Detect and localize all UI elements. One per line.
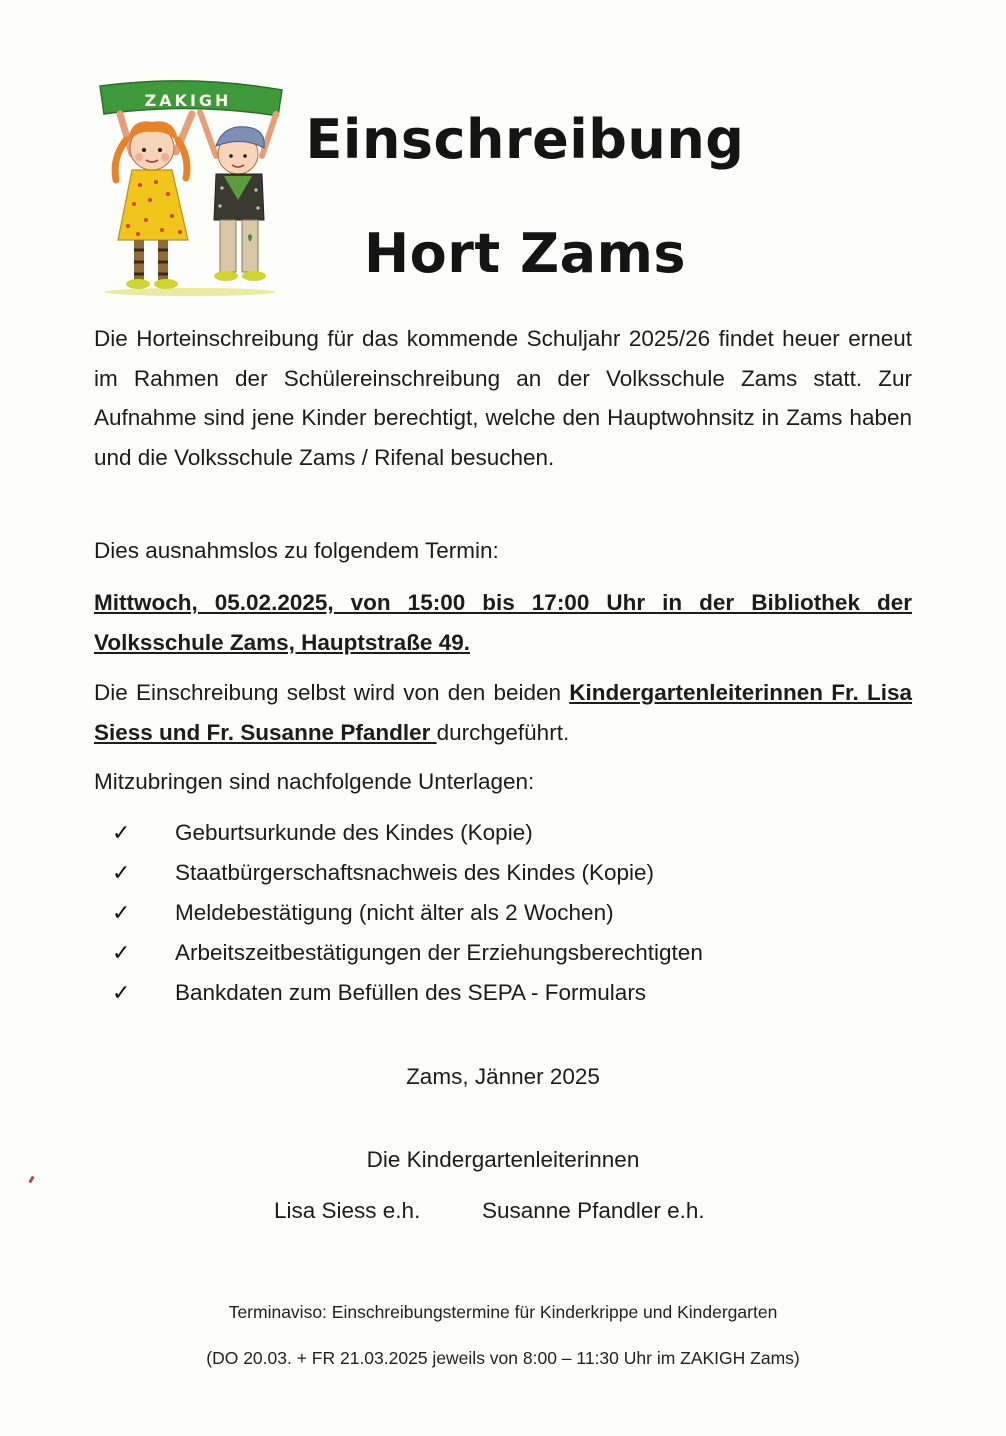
- termin-intro: Dies ausnahmslos zu folgendem Termin:: [94, 538, 499, 563]
- checkmark-icon: ✓: [112, 860, 131, 885]
- scan-speck: [28, 1176, 34, 1184]
- checklist-item: [112, 813, 703, 853]
- checklist-item-text: Bankdaten zum Befüllen des SEPA - Formulars: [175, 980, 647, 1005]
- checkmark-icon: ✓: [112, 900, 131, 925]
- boy-figure: [200, 112, 276, 281]
- girl-figure: [115, 114, 192, 289]
- footer-dates: (DO 20.03. + FR 21.03.2025 jeweils von 8:00 – 11:30 Uhr im ZAKIGH Zams): [206, 1348, 800, 1368]
- page-title: Einschreibung: [305, 108, 745, 171]
- signature-title: Die Kindergartenleiterinnen: [366, 1147, 640, 1172]
- checklist-item: [112, 893, 703, 933]
- termin-details: Mittwoch, 05.02.2025, von 15:00 bis 17:00 Uhr in der Bibliothek der Volksschule Zams, Hauptstraße 49.: [94, 590, 912, 655]
- conducted-highlight: Kindergartenleiterinnen Fr. Lisa Siess und Fr. Susanne Pfandler: [94, 680, 912, 745]
- page-subtitle: Hort Zams: [363, 222, 687, 285]
- conducted-suffix: durchgeführt.: [436, 719, 570, 745]
- checklist-item-text: Staatbürgerschaftsnachweis des Kindes (Kopie): [175, 860, 655, 885]
- conducted-paragraph: [94, 673, 912, 752]
- checklist-item: [112, 973, 703, 1013]
- checkmark-icon: ✓: [112, 940, 131, 965]
- intro-paragraph: Die Horteinschreibung für das kommende Schuljahr 2025/26 findet heuer erneut im Rahmen der Schülereinschreibung an der Volksschule Zams statt. Zur Aufnahme sind jene Kinder berechtigt, welche den Hauptwohnsitz in Zams haben und die Volksschule Zams / Rifenal besuchen.: [94, 326, 912, 470]
- checklist-item-text: Arbeitszeitbestätigungen der Erziehungsberechtigten: [175, 940, 703, 965]
- checklist-item-text: Meldebestätigung (nicht älter als 2 Wochen): [175, 900, 614, 925]
- zakigh-logo: [92, 70, 288, 302]
- conducted-prefix: Die Einschreibung selbst wird von den beiden: [94, 680, 570, 705]
- checkmark-icon: ✓: [112, 980, 131, 1005]
- logo-banner-text: ZAKIGH: [144, 91, 232, 110]
- footer-notice: Terminaviso: Einschreibungstermine für Kinderkrippe und Kindergarten: [228, 1302, 778, 1322]
- place-date: Zams, Jänner 2025: [406, 1064, 600, 1089]
- checklist-item: [112, 933, 703, 973]
- checklist-item-text: Geburtsurkunde des Kindes (Kopie): [175, 820, 533, 845]
- documents-intro: Mitzubringen sind nachfolgende Unterlagen:: [94, 769, 535, 794]
- documents-checklist: [112, 813, 703, 1013]
- checklist-item: [112, 853, 703, 893]
- signer-susanne-pfandler: Susanne Pfandler e.h.: [482, 1198, 705, 1223]
- checkmark-icon: ✓: [112, 820, 131, 845]
- signer-lisa-siess: Lisa Siess e.h.: [274, 1198, 421, 1223]
